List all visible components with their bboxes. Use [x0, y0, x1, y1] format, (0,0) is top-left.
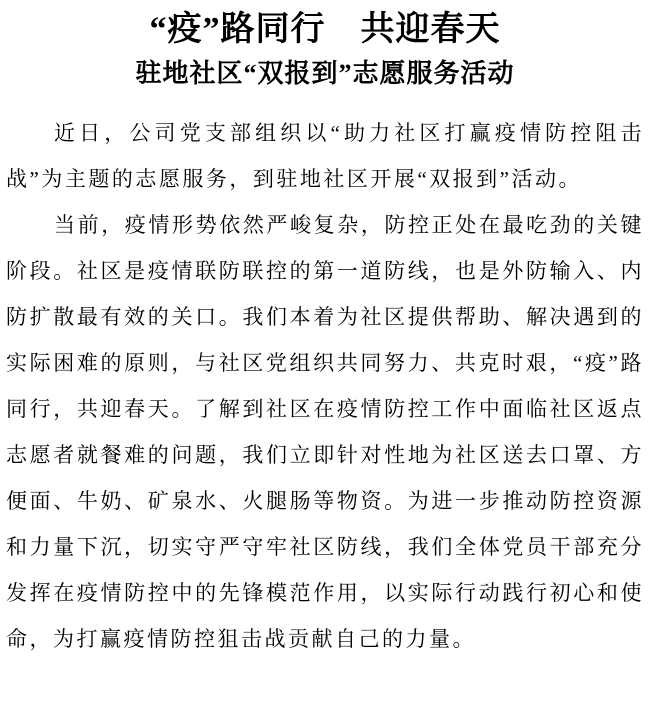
paragraph-intro: 近日，公司党支部组织以“助力社区打赢疫情防控阻击战”为主题的志愿服务，到驻地社区开展“双报到”活动。	[6, 121, 644, 191]
document-title: “疫”路同行 共迎春天	[149, 11, 501, 48]
paragraph-main: 当前，疫情形势依然严峻复杂，防控正处在最吃劲的关键阶段。社区是疫情联防联控的第一道防线，也是外防输入、内防扩散最有效的关口。我们本着为社区提供帮助、解决遇到的实际困难的原则，与社区党组织共同努力、共克时艰，“疫”路同行，共迎春天。了解到社区在疫情防控工作中面临社区返点志愿者就餐难的问题，我们立即针对性地为社区送去口罩、方便面、牛奶、矿泉水、火腿肠等物资。为进一步推动防控资源和力量下沉，切实守严守牢社区防线，我们全体党员干部充分发挥在疫情防控中的先锋模范作用，以实际行动践行初心和使命，为打赢疫情防控狙击战贡献自己的力量。	[6, 213, 644, 651]
document-body	[6, 110, 644, 662]
document-subtitle: 驻地社区“双报到”志愿服务活动	[135, 59, 515, 88]
